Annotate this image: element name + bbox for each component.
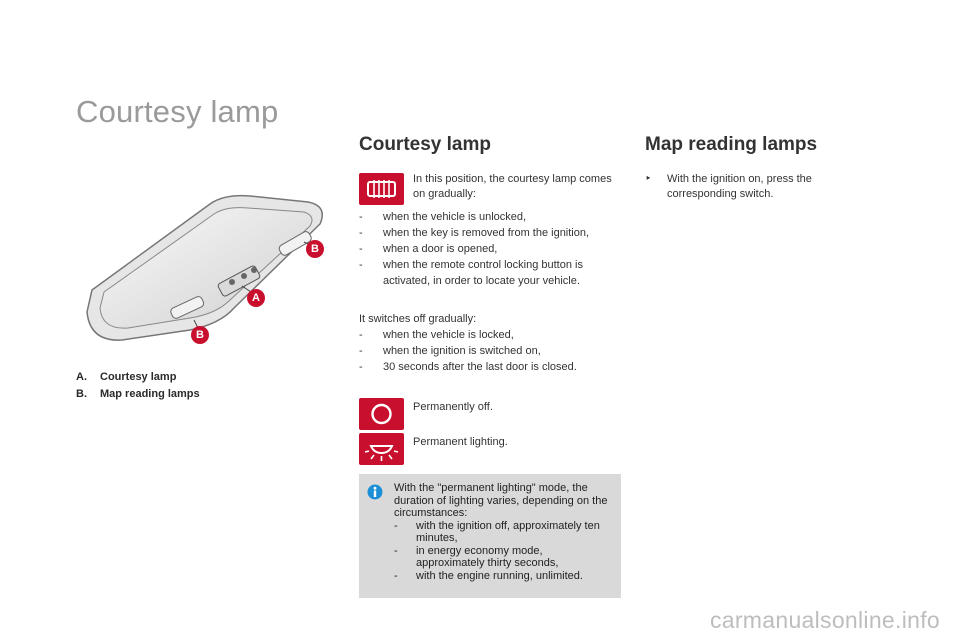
list-dash: - <box>359 361 363 373</box>
list-item-text: with the ignition off, approximately ten minutes, <box>416 519 600 544</box>
lamp-off-icon <box>359 398 404 430</box>
list-dash: - <box>359 227 363 239</box>
callout-a: A <box>247 289 265 307</box>
callout-b-top: B <box>306 240 324 258</box>
legend-label: Courtesy lamp <box>100 370 177 383</box>
legend-item-a <box>76 368 200 385</box>
off-conditions-list <box>359 327 619 375</box>
permanent-lighting-text: Permanent lighting. <box>413 436 508 448</box>
figure-legend <box>76 368 200 402</box>
list-item <box>359 209 619 225</box>
list-item <box>394 545 614 570</box>
list-dash: - <box>394 544 398 557</box>
list-item-text: 30 seconds after the last door is closed. <box>383 361 577 373</box>
list-dash: - <box>394 569 398 582</box>
list-dash: - <box>359 243 363 255</box>
watermark: carmanualsonline.info <box>709 607 940 633</box>
map-instruction-text: With the ignition on, press the corresponding switch. <box>667 173 812 200</box>
list-item <box>359 257 619 289</box>
courtesy-heading: Courtesy lamp <box>359 134 491 155</box>
list-item-text: when a door is opened, <box>383 243 498 255</box>
arrow-marker-icon: ‣ <box>645 173 652 185</box>
info-intro: With the "permanent lighting" mode, the duration of lighting varies, depending on the circumstances: <box>394 482 608 519</box>
on-conditions-list <box>359 209 619 289</box>
page-title: Courtesy lamp <box>76 94 279 129</box>
callout-b-bottom: B <box>191 326 209 344</box>
lamp-on-icon <box>359 433 404 465</box>
legend-key: A. <box>76 370 87 383</box>
list-item-text: when the vehicle is unlocked, <box>383 211 527 223</box>
list-item <box>359 327 619 343</box>
map-heading: Map reading lamps <box>645 134 818 155</box>
list-item-text: when the ignition is switched on, <box>383 345 541 357</box>
courtesy-lamp-door-icon <box>359 173 404 205</box>
list-item <box>394 570 614 583</box>
list-item <box>359 225 619 241</box>
list-item <box>359 359 619 375</box>
legend-item-b <box>76 385 200 402</box>
list-item-text: when the vehicle is locked, <box>383 329 514 341</box>
list-item <box>394 520 614 545</box>
list-item <box>359 241 619 257</box>
list-dash: - <box>359 345 363 357</box>
gradual-intro-text: In this position, the courtesy lamp comes on gradually: <box>413 173 612 200</box>
permanently-off-text: Permanently off. <box>413 401 493 413</box>
info-text <box>394 482 614 582</box>
legend-label: Map reading lamps <box>100 387 200 400</box>
info-note <box>359 474 621 598</box>
list-dash: - <box>394 519 398 532</box>
off-intro-text: It switches off gradually: <box>359 313 477 325</box>
roof-console-illustration <box>82 190 332 350</box>
list-item <box>359 343 619 359</box>
list-dash: - <box>359 211 363 223</box>
list-item-text: when the key is removed from the ignition, <box>383 227 590 239</box>
list-item-text: when the remote control locking button is activated, in order to locate your vehicle. <box>383 259 583 287</box>
list-dash: - <box>359 259 363 271</box>
list-item-text: in energy economy mode, approximately thirty seconds, <box>416 544 559 569</box>
legend-key: B. <box>76 387 87 400</box>
list-item-text: with the engine running, unlimited. <box>416 569 583 582</box>
info-icon <box>367 484 383 500</box>
list-dash: - <box>359 329 363 341</box>
map-instruction <box>645 172 845 202</box>
